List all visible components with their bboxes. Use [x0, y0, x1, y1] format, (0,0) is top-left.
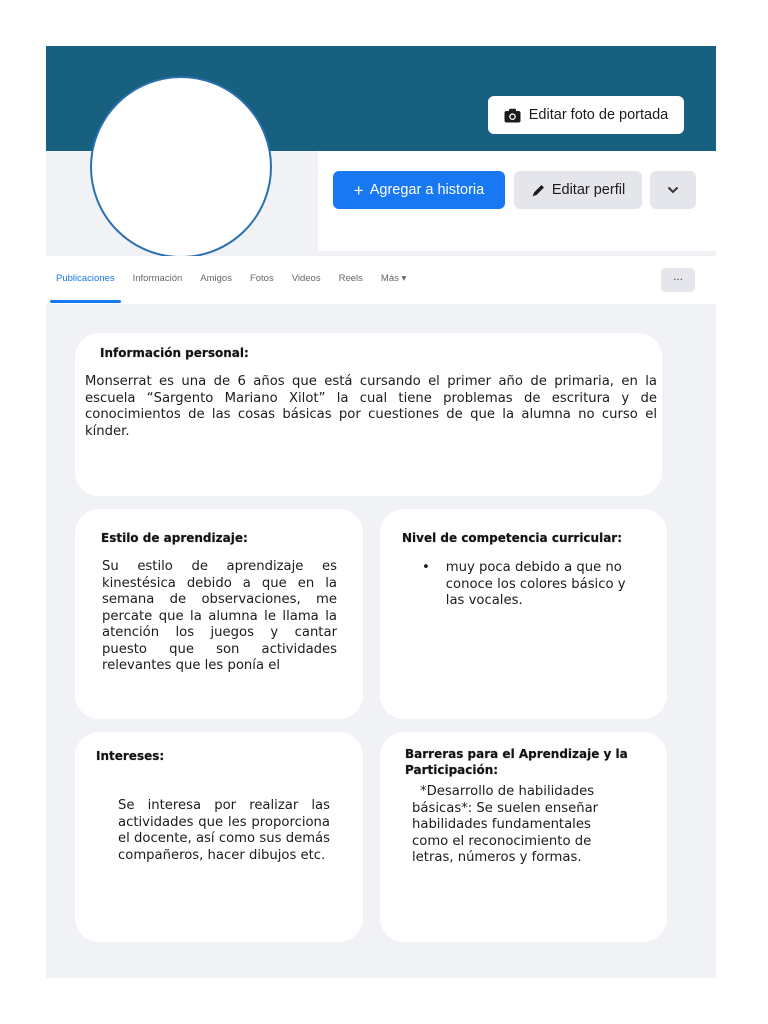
profile-page [46, 46, 716, 978]
interests-card [75, 732, 363, 942]
tab-videos[interactable]: Videos [291, 273, 321, 284]
personal-info-text: Monserrat es una de 6 años que está cursando el primer año de primaria, en la escuela “Sargento Mariano Xilot” la cual tiene problemas de escritura y de conocimientos de las cosas básicas por cuestiones de que la alumna no curso el kínder. [85, 374, 657, 439]
bullet-icon: • [422, 560, 430, 575]
tab-reels[interactable]: Reels [338, 273, 363, 284]
camera-icon [504, 108, 521, 123]
learning-style-card [75, 509, 363, 719]
edit-profile-label: Editar perfil [551, 182, 626, 198]
tab-mas[interactable]: Más ▾ [380, 273, 407, 284]
tab-amigos[interactable]: Amigos [200, 273, 232, 284]
learning-style-title: Estilo de aprendizaje: [101, 531, 248, 545]
personal-info-card [75, 333, 662, 496]
add-to-story-button[interactable] [333, 171, 505, 209]
edit-cover-photo-button[interactable] [488, 96, 684, 134]
add-to-story-label: Agregar a historia [369, 182, 485, 198]
plus-icon: + [353, 180, 364, 200]
tab-publicaciones[interactable]: Publicaciones [56, 273, 115, 284]
more-options-button[interactable] [661, 268, 695, 292]
profile-tab-bar [46, 256, 716, 304]
tab-informacion[interactable]: Información [132, 273, 183, 284]
barriers-title: Barreras para el Aprendizaje y la Participación: [405, 747, 628, 777]
interests-text: Se interesa por realizar las actividades que les proporciona el docente, así como sus demás compañeros, hacer dibujos etc. [118, 798, 330, 863]
learning-style-text: Su estilo de aprendizaje es kinestésica debido a que en la semana de observaciones, me percate que la alumna le llama la atención los juegos y cantar puesto que son actividades relevantes que les ponía el [102, 559, 337, 673]
chevron-down-icon [667, 186, 679, 194]
curricular-competence-title: Nivel de competencia curricular: [402, 531, 623, 545]
profile-tabs [56, 273, 406, 284]
edit-cover-photo-label: Editar foto de portada [528, 107, 669, 123]
profile-avatar[interactable] [90, 76, 272, 258]
personal-info-title: Información personal: [100, 346, 249, 360]
edit-profile-button[interactable] [514, 171, 642, 209]
more-dots-icon: ··· [673, 274, 683, 286]
curricular-competence-text: muy poca debido a que no conoce los colores básico y las vocales. [445, 560, 626, 608]
list-item [422, 560, 644, 610]
curricular-competence-card [380, 509, 667, 719]
interests-title: Intereses: [96, 749, 165, 763]
profile-options-button[interactable] [650, 171, 696, 209]
barriers-card [380, 732, 667, 942]
barriers-text: *Desarrollo de habilidades básicas*: Se suelen enseñar habilidades fundamentales como el reconocimiento de letras, números y formas. [412, 784, 599, 865]
pencil-icon [531, 183, 546, 198]
tab-fotos[interactable]: Fotos [249, 273, 274, 284]
